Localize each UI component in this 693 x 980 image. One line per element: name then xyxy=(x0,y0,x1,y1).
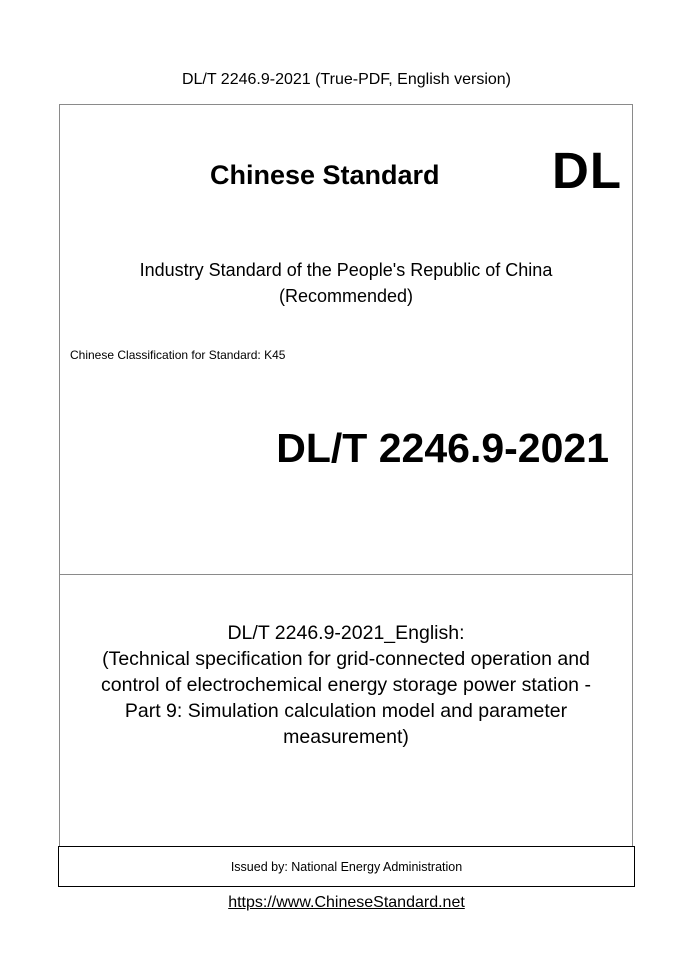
english-title-block xyxy=(60,620,632,750)
english-title-line: control of electrochemical energy storage power station - xyxy=(101,674,591,696)
industry-standard-label xyxy=(60,257,632,309)
classification-label: Chinese Classification for Standard: K45 xyxy=(70,348,286,362)
footer xyxy=(0,893,693,913)
standard-code: DL/T 2246.9-2021 xyxy=(276,425,609,471)
issuer-text: Issued by: National Energy Administration xyxy=(230,859,463,874)
document-header: DL/T 2246.9-2021 (True-PDF, English version) xyxy=(181,71,512,88)
industry-line: Industry Standard of the People's Republic of China xyxy=(139,260,553,280)
standard-title: Chinese Standard xyxy=(210,160,440,190)
english-title-line: measurement) xyxy=(283,726,409,748)
cover-divider xyxy=(59,574,633,575)
issuer-box xyxy=(58,846,635,887)
cover-frame xyxy=(59,104,633,885)
english-title-line: Part 9: Simulation calculation model and parameter xyxy=(124,700,568,722)
english-title-line: (Technical specification for grid-connected operation and xyxy=(102,648,590,670)
standard-badge: DL xyxy=(552,142,622,199)
english-title-line: DL/T 2246.9-2021_English: xyxy=(227,622,465,644)
website-link[interactable]: https://www.ChineseStandard.net xyxy=(228,894,465,911)
recommended-line: (Recommended) xyxy=(278,286,414,306)
